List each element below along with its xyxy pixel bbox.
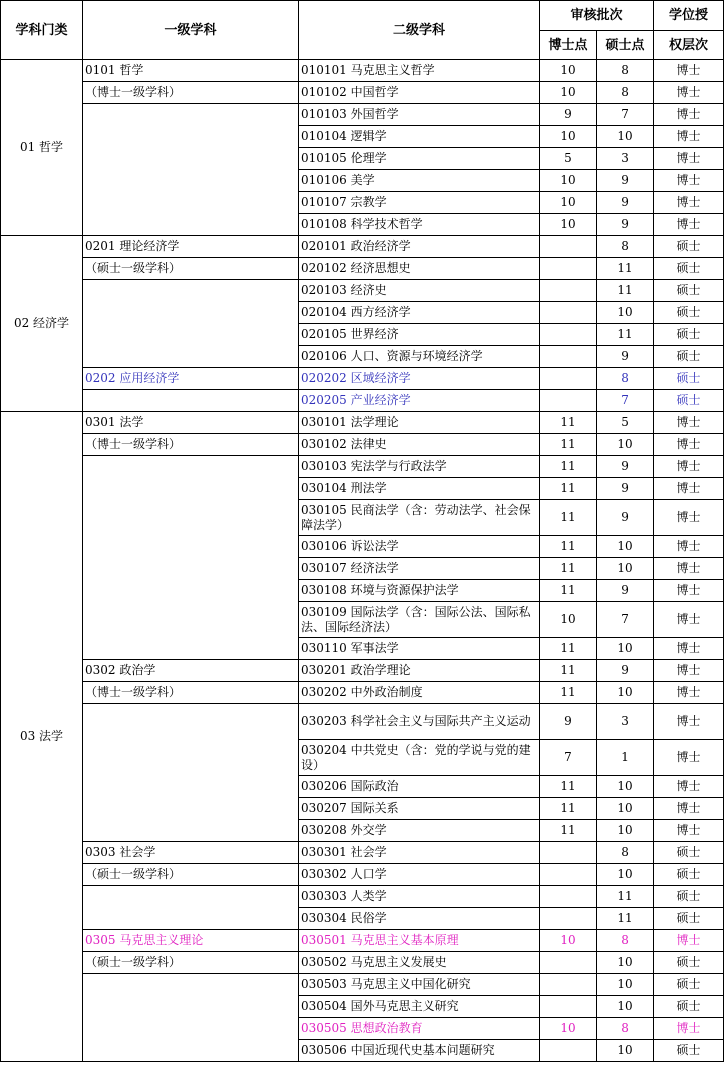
master-count: 7 <box>597 390 654 412</box>
first-level-code: 0202 应用经济学 <box>83 368 299 390</box>
first-level-empty <box>83 390 299 412</box>
first-level-code: 0305 马克思主义理论 <box>83 930 299 952</box>
master-count: 8 <box>597 236 654 258</box>
doctoral-count <box>540 346 597 368</box>
master-count: 11 <box>597 908 654 930</box>
doctoral-count: 5 <box>540 148 597 170</box>
second-level-cell: 010107 宗教学 <box>299 192 540 214</box>
master-count: 10 <box>597 996 654 1018</box>
master-count: 8 <box>597 82 654 104</box>
degree-level: 硕士 <box>654 886 724 908</box>
master-count: 10 <box>597 302 654 324</box>
doctoral-count: 11 <box>540 638 597 660</box>
master-count: 10 <box>597 820 654 842</box>
master-count: 9 <box>597 192 654 214</box>
header-master-point: 硕士点 <box>597 31 654 60</box>
header-category: 学科门类 <box>1 1 83 60</box>
degree-level: 博士 <box>654 60 724 82</box>
second-level-cell: 030104 刑法学 <box>299 478 540 500</box>
degree-level: 博士 <box>654 820 724 842</box>
degree-level: 博士 <box>654 126 724 148</box>
header-degree-line1: 学位授 <box>654 1 724 31</box>
master-count: 10 <box>597 1040 654 1062</box>
second-level-cell: 010105 伦理学 <box>299 148 540 170</box>
table-row <box>1 864 724 886</box>
degree-level: 硕士 <box>654 280 724 302</box>
second-level-cell: 030107 经济法学 <box>299 558 540 580</box>
second-level-cell: 030302 人口学 <box>299 864 540 886</box>
degree-level: 博士 <box>654 104 724 126</box>
master-count: 3 <box>597 148 654 170</box>
degree-level: 博士 <box>654 170 724 192</box>
second-level-cell: 030101 法学理论 <box>299 412 540 434</box>
degree-level: 博士 <box>654 682 724 704</box>
second-level-cell: 010106 美学 <box>299 170 540 192</box>
table-row <box>1 368 724 390</box>
second-level-cell: 020106 人口、资源与环境经济学 <box>299 346 540 368</box>
first-level-empty <box>83 456 299 660</box>
doctoral-count <box>540 952 597 974</box>
second-level-cell: 010104 逻辑学 <box>299 126 540 148</box>
master-count: 10 <box>597 126 654 148</box>
master-count: 8 <box>597 368 654 390</box>
degree-level: 硕士 <box>654 996 724 1018</box>
degree-level: 博士 <box>654 82 724 104</box>
doctoral-count <box>540 368 597 390</box>
doctoral-count: 9 <box>540 104 597 126</box>
table-row <box>1 236 724 258</box>
master-count: 8 <box>597 842 654 864</box>
first-level-empty <box>83 704 299 842</box>
doctoral-count: 11 <box>540 820 597 842</box>
doctoral-count <box>540 390 597 412</box>
first-level-empty <box>83 280 299 368</box>
degree-level: 硕士 <box>654 952 724 974</box>
second-level-cell: 030202 中外政治制度 <box>299 682 540 704</box>
doctoral-count <box>540 302 597 324</box>
doctoral-count: 10 <box>540 60 597 82</box>
doctoral-count <box>540 258 597 280</box>
master-count: 10 <box>597 952 654 974</box>
table-row <box>1 104 724 126</box>
first-level-note: （硕士一级学科） <box>83 258 299 280</box>
second-level-cell: 010102 中国哲学 <box>299 82 540 104</box>
doctoral-count: 10 <box>540 170 597 192</box>
second-level-cell: 030506 中国近现代史基本问题研究 <box>299 1040 540 1062</box>
doctoral-count <box>540 864 597 886</box>
degree-level: 硕士 <box>654 346 724 368</box>
doctoral-count: 10 <box>540 192 597 214</box>
master-count: 9 <box>597 478 654 500</box>
degree-level: 硕士 <box>654 324 724 346</box>
master-count: 11 <box>597 324 654 346</box>
second-level-cell: 030501 马克思主义基本原理 <box>299 930 540 952</box>
degree-level: 博士 <box>654 798 724 820</box>
table-row <box>1 280 724 302</box>
category-cell: 02 经济学 <box>1 236 83 412</box>
table-row <box>1 258 724 280</box>
master-count: 10 <box>597 558 654 580</box>
doctoral-count: 11 <box>540 776 597 798</box>
degree-level: 硕士 <box>654 1040 724 1062</box>
second-level-cell: 020105 世界经济 <box>299 324 540 346</box>
second-level-cell: 020202 区域经济学 <box>299 368 540 390</box>
first-level-note: （博士一级学科） <box>83 82 299 104</box>
second-level-cell: 020101 政治经济学 <box>299 236 540 258</box>
degree-level: 博士 <box>654 148 724 170</box>
degree-level: 博士 <box>654 434 724 456</box>
master-count: 7 <box>597 104 654 126</box>
degree-level: 博士 <box>654 602 724 638</box>
first-level-code: 0201 理论经济学 <box>83 236 299 258</box>
master-count: 9 <box>597 500 654 536</box>
master-count: 9 <box>597 580 654 602</box>
master-count: 9 <box>597 660 654 682</box>
first-level-empty <box>83 104 299 236</box>
doctoral-count: 7 <box>540 740 597 776</box>
table-row <box>1 412 724 434</box>
master-count: 10 <box>597 974 654 996</box>
degree-level: 硕士 <box>654 864 724 886</box>
second-level-cell: 020104 西方经济学 <box>299 302 540 324</box>
doctoral-count <box>540 280 597 302</box>
degree-level: 硕士 <box>654 390 724 412</box>
table-row <box>1 886 724 908</box>
degree-level: 博士 <box>654 638 724 660</box>
master-count: 10 <box>597 798 654 820</box>
doctoral-count: 11 <box>540 660 597 682</box>
table-row <box>1 952 724 974</box>
header-doctoral-point: 博士点 <box>540 31 597 60</box>
doctoral-count <box>540 908 597 930</box>
master-count: 7 <box>597 602 654 638</box>
degree-level: 硕士 <box>654 258 724 280</box>
second-level-cell: 030106 诉讼法学 <box>299 536 540 558</box>
master-count: 10 <box>597 682 654 704</box>
second-level-cell: 010101 马克思主义哲学 <box>299 60 540 82</box>
first-level-note: （博士一级学科） <box>83 682 299 704</box>
category-cell: 03 法学 <box>1 412 83 1062</box>
second-level-cell: 030207 国际关系 <box>299 798 540 820</box>
header-degree-line2: 权层次 <box>654 31 724 60</box>
doctoral-count: 10 <box>540 930 597 952</box>
first-level-code: 0303 社会学 <box>83 842 299 864</box>
master-count: 10 <box>597 536 654 558</box>
doctoral-count <box>540 236 597 258</box>
master-count: 8 <box>597 1018 654 1040</box>
second-level-cell: 030304 民俗学 <box>299 908 540 930</box>
second-level-cell: 030103 宪法学与行政法学 <box>299 456 540 478</box>
table-row <box>1 704 724 740</box>
degree-level: 博士 <box>654 456 724 478</box>
second-level-cell: 030108 环境与资源保护法学 <box>299 580 540 602</box>
doctoral-count <box>540 886 597 908</box>
doctoral-count: 11 <box>540 500 597 536</box>
second-level-cell: 010103 外国哲学 <box>299 104 540 126</box>
doctoral-count: 11 <box>540 682 597 704</box>
doctoral-count <box>540 842 597 864</box>
first-level-empty <box>83 886 299 930</box>
doctoral-count: 10 <box>540 1018 597 1040</box>
doctoral-count: 10 <box>540 82 597 104</box>
second-level-cell: 030110 军事法学 <box>299 638 540 660</box>
doctoral-count: 9 <box>540 704 597 740</box>
master-count: 11 <box>597 280 654 302</box>
category-cell: 01 哲学 <box>1 60 83 236</box>
table-row <box>1 974 724 996</box>
degree-level: 博士 <box>654 580 724 602</box>
second-level-cell: 020103 经济史 <box>299 280 540 302</box>
master-count: 11 <box>597 258 654 280</box>
second-level-cell: 030301 社会学 <box>299 842 540 864</box>
master-count: 9 <box>597 170 654 192</box>
second-level-cell: 030206 国际政治 <box>299 776 540 798</box>
master-count: 8 <box>597 930 654 952</box>
table-row <box>1 842 724 864</box>
master-count: 3 <box>597 704 654 740</box>
second-level-cell: 030502 马克思主义发展史 <box>299 952 540 974</box>
degree-level: 硕士 <box>654 908 724 930</box>
second-level-cell: 030303 人类学 <box>299 886 540 908</box>
degree-level: 硕士 <box>654 236 724 258</box>
degree-level: 博士 <box>654 478 724 500</box>
master-count: 10 <box>597 638 654 660</box>
second-level-cell: 030105 民商法学（含：劳动法学、社会保障法学） <box>299 500 540 536</box>
table-row <box>1 82 724 104</box>
degree-level: 博士 <box>654 536 724 558</box>
doctoral-count: 10 <box>540 602 597 638</box>
table-row <box>1 682 724 704</box>
header-second-level: 二级学科 <box>299 1 540 60</box>
doctoral-count: 11 <box>540 412 597 434</box>
second-level-cell: 020205 产业经济学 <box>299 390 540 412</box>
table-row <box>1 60 724 82</box>
degree-level: 博士 <box>654 500 724 536</box>
doctoral-count: 11 <box>540 580 597 602</box>
header-review-batch: 审核批次 <box>540 1 654 31</box>
doctoral-count: 11 <box>540 434 597 456</box>
master-count: 10 <box>597 434 654 456</box>
table-row <box>1 390 724 412</box>
degree-level: 博士 <box>654 930 724 952</box>
table-row <box>1 660 724 682</box>
degree-level: 博士 <box>654 660 724 682</box>
first-level-note: （硕士一级学科） <box>83 952 299 974</box>
second-level-cell: 030505 思想政治教育 <box>299 1018 540 1040</box>
degree-level: 博士 <box>654 1018 724 1040</box>
degree-level: 硕士 <box>654 842 724 864</box>
degree-level: 博士 <box>654 776 724 798</box>
second-level-cell: 030102 法律史 <box>299 434 540 456</box>
doctoral-count <box>540 1040 597 1062</box>
second-level-cell: 030208 外交学 <box>299 820 540 842</box>
first-level-code: 0302 政治学 <box>83 660 299 682</box>
first-level-note: （硕士一级学科） <box>83 864 299 886</box>
master-count: 10 <box>597 776 654 798</box>
doctoral-count: 11 <box>540 798 597 820</box>
master-count: 5 <box>597 412 654 434</box>
degree-level: 博士 <box>654 192 724 214</box>
doctoral-count: 10 <box>540 126 597 148</box>
degree-level: 硕士 <box>654 302 724 324</box>
degree-level: 博士 <box>654 214 724 236</box>
master-count: 9 <box>597 456 654 478</box>
master-count: 9 <box>597 346 654 368</box>
first-level-code: 0101 哲学 <box>83 60 299 82</box>
second-level-cell: 030504 国外马克思主义研究 <box>299 996 540 1018</box>
second-level-cell: 010108 科学技术哲学 <box>299 214 540 236</box>
master-count: 8 <box>597 60 654 82</box>
table-row <box>1 930 724 952</box>
doctoral-count: 11 <box>540 558 597 580</box>
second-level-cell: 030109 国际法学（含：国际公法、国际私法、国际经济法） <box>299 602 540 638</box>
first-level-code: 0301 法学 <box>83 412 299 434</box>
second-level-cell: 020102 经济思想史 <box>299 258 540 280</box>
master-count: 1 <box>597 740 654 776</box>
master-count: 9 <box>597 214 654 236</box>
degree-level: 博士 <box>654 740 724 776</box>
table-row <box>1 456 724 478</box>
master-count: 11 <box>597 886 654 908</box>
degree-level: 博士 <box>654 704 724 740</box>
doctoral-count <box>540 974 597 996</box>
doctoral-count: 11 <box>540 478 597 500</box>
doctoral-count <box>540 324 597 346</box>
doctoral-count <box>540 996 597 1018</box>
degree-level: 硕士 <box>654 368 724 390</box>
second-level-cell: 030503 马克思主义中国化研究 <box>299 974 540 996</box>
second-level-cell: 030201 政治学理论 <box>299 660 540 682</box>
header-first-level: 一级学科 <box>83 1 299 60</box>
master-count: 10 <box>597 864 654 886</box>
degree-level: 博士 <box>654 558 724 580</box>
second-level-cell: 030203 科学社会主义与国际共产主义运动 <box>299 704 540 740</box>
first-level-empty <box>83 974 299 1062</box>
first-level-note: （博士一级学科） <box>83 434 299 456</box>
second-level-cell: 030204 中共党史（含：党的学说与党的建设） <box>299 740 540 776</box>
table-row <box>1 434 724 456</box>
doctoral-count: 11 <box>540 536 597 558</box>
degree-level: 硕士 <box>654 974 724 996</box>
degree-level: 博士 <box>654 412 724 434</box>
doctoral-count: 10 <box>540 214 597 236</box>
doctoral-count: 11 <box>540 456 597 478</box>
